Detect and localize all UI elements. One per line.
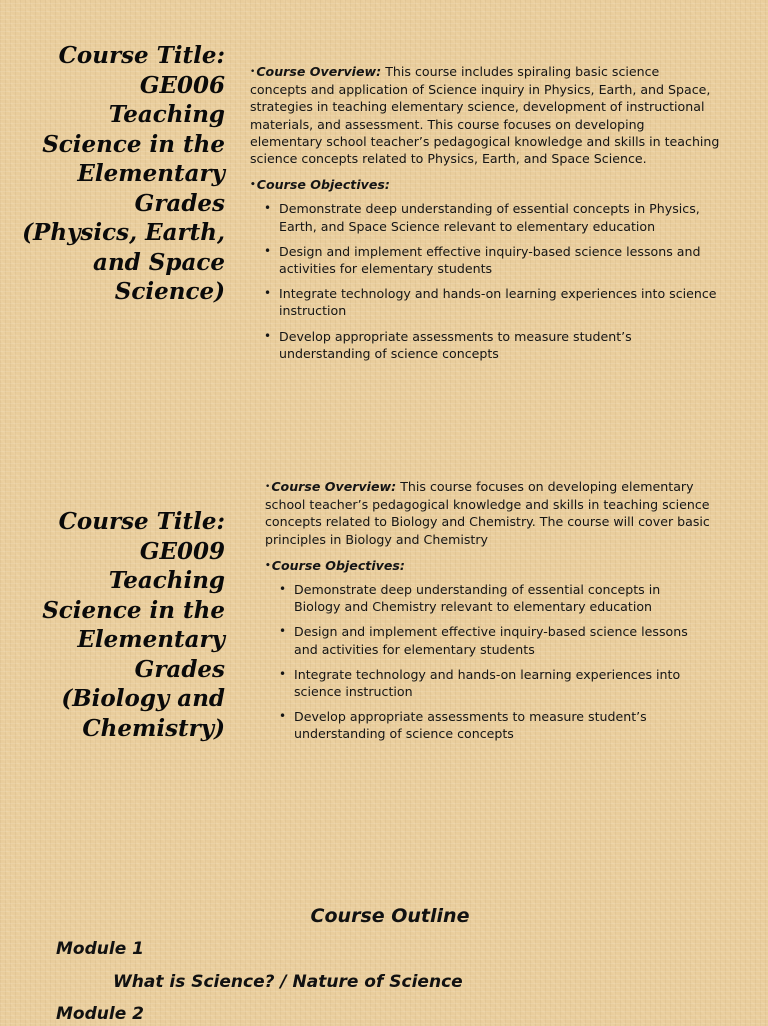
bullet-icon: •	[279, 624, 287, 639]
course-overview	[265, 478, 710, 548]
overview-text: This course includes spiraling basic science concepts and application of Science inquiry in Physics, Earth, and Space, strategies in teaching elementary science, development of instructional materials, and assessment. This course focuses on developing elementary school teacher’s pedagogical knowledge and skills in teaching science concepts related to Physics, Earth, and Space Science.	[250, 64, 720, 167]
list-item: • Integrate technology and hands-on learning experiences into science instruction	[264, 286, 717, 319]
module-2-label: Module 2	[56, 1004, 144, 1024]
bullet-icon: •	[264, 286, 272, 301]
objectives-heading	[265, 557, 710, 575]
course-overview	[250, 63, 720, 167]
list-item: • Develop appropriate assessments to measure student’s understanding of science concepts	[264, 328, 632, 361]
overview-text: This course focuses on developing elementary school teacher’s pedagogical knowledge and skills in teaching science concepts related to Biology and Chemistry. The course will cover basic principles in Biology and Chemistry	[265, 479, 710, 547]
objectives-label: Course Objectives:	[256, 177, 390, 193]
objectives-heading	[250, 176, 720, 194]
overview-label: Course Overview:	[256, 64, 382, 79]
objectives-list	[250, 200, 720, 362]
course-title-ge006: Course Title: GE006 Teaching Science in the Elementary Grades (Physics, Earth, and Space Science)	[22, 42, 225, 305]
list-item: • Demonstrate deep understanding of essential concepts in Biology and Chemistry relevant to elementary education	[279, 582, 661, 615]
module-1-label: Module 1	[56, 939, 144, 959]
bullet-icon: •	[279, 582, 287, 597]
bullet-icon: •	[265, 482, 271, 492]
course-details-ge006	[250, 63, 720, 370]
bullet-icon: •	[264, 243, 272, 258]
list-item: • Design and implement effective inquiry-based science lessons and activities for elementary students	[279, 624, 688, 657]
bullet-icon: •	[279, 666, 287, 681]
course-details-ge009	[265, 478, 710, 751]
course-outline-heading: Course Outline	[310, 905, 470, 927]
list-item: • Design and implement effective inquiry-based science lessons and activities for elementary students	[264, 243, 701, 277]
bullet-icon: •	[250, 180, 256, 191]
bullet-icon: •	[265, 560, 271, 571]
bullet-icon: •	[250, 67, 256, 77]
overview-label: Course Overview:	[271, 479, 397, 494]
list-item: • Demonstrate deep understanding of essential concepts in Physics, Earth, and Space Science relevant to elementary education	[264, 201, 700, 234]
objectives-list	[265, 581, 710, 743]
course-title-ge009: Course Title: GE009 Teaching Science in the Elementary Grades (Biology and Chemistry)	[42, 508, 225, 742]
list-item: • Develop appropriate assessments to measure student’s understanding of science concepts	[279, 709, 647, 742]
bullet-icon: •	[279, 709, 287, 724]
bullet-icon: •	[264, 201, 272, 216]
module-1-topic: What is Science? / Nature of Science	[113, 972, 463, 992]
list-item: • Integrate technology and hands-on learning experiences into science instruction	[279, 666, 681, 700]
objectives-label: Course Objectives:	[271, 557, 405, 573]
bullet-icon: •	[264, 328, 272, 343]
